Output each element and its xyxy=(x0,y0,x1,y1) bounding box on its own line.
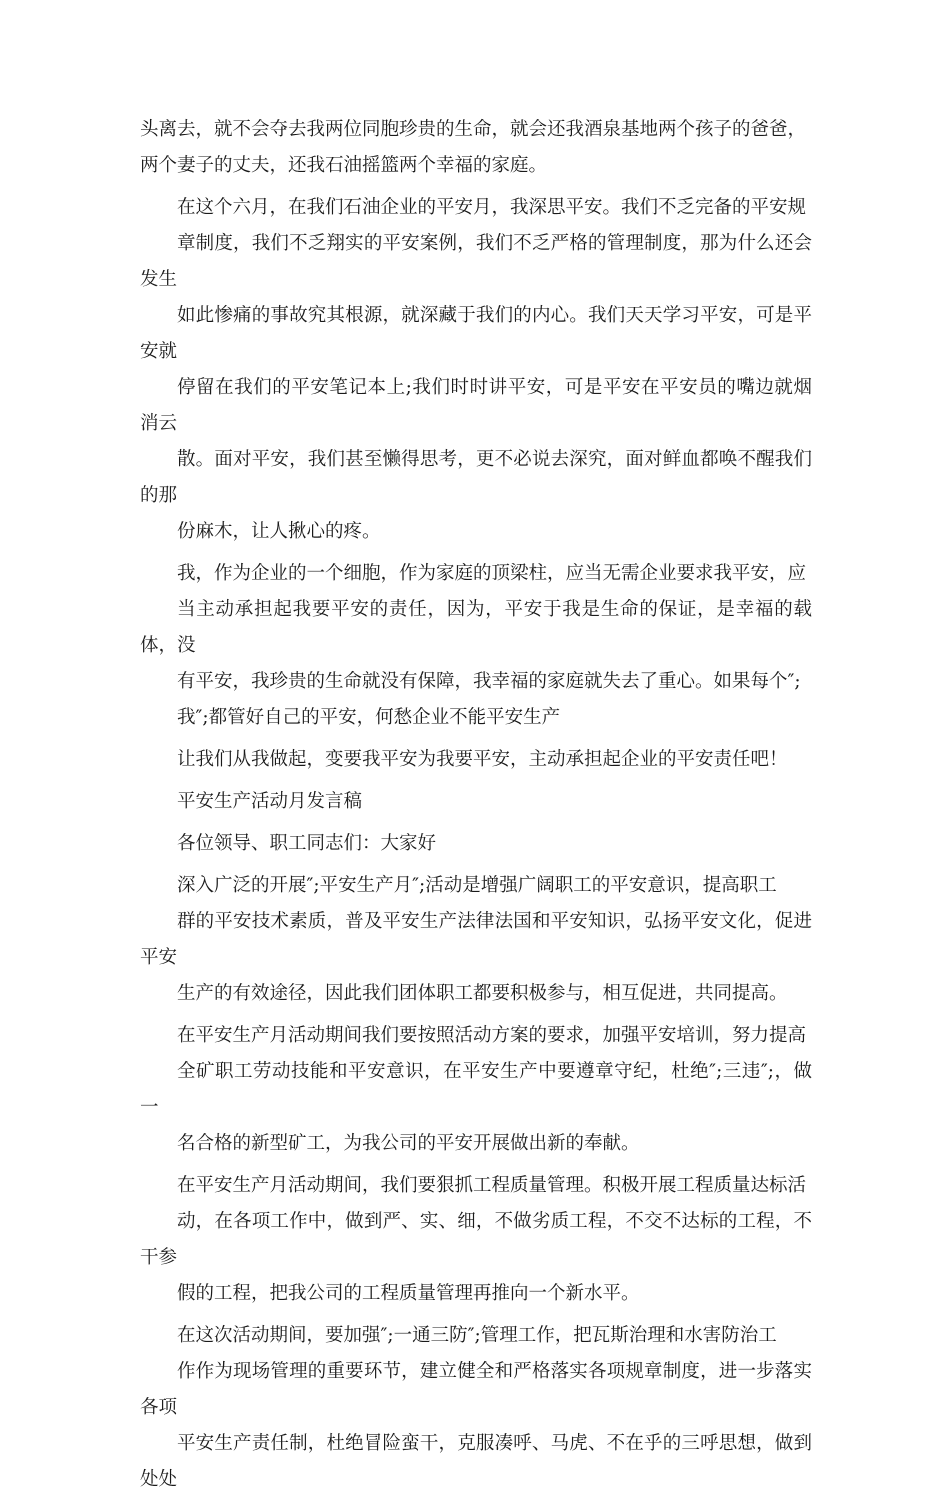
paragraph xyxy=(140,868,812,1012)
text-line: 头离去，就不会夺去我两位同胞珍贵的生命，就会还我酒泉基地两个孩子的爸爸， xyxy=(140,119,807,140)
text-line: 假的工程，把我公司的工程质量管理再推向一个新水平。 xyxy=(177,1283,640,1304)
paragraph xyxy=(140,190,812,550)
text-line: 在这次活动期间，要加强″;一通三防″;管理工作，把瓦斯治理和水害防治工 xyxy=(177,1325,777,1346)
paragraph xyxy=(140,784,812,820)
text-line: 当主动承担起我要平安的责任，因为，平安于我是生命的保证，是幸福的载体，没 xyxy=(140,599,812,656)
text-line: 我″;都管好自己的平安，何愁企业不能平安生产 xyxy=(177,707,561,728)
text-line: 停留在我们的平安笔记本上;我们时时讲平安，可是平安在平安员的嘴边就烟消云 xyxy=(140,377,812,434)
paragraph xyxy=(140,112,812,184)
text-line: 生产的有效途径，因此我们团体职工都要积极参与，相互促进，共同提高。 xyxy=(177,983,788,1004)
paragraph xyxy=(140,1018,812,1162)
text-line: 动，在各项工作中，做到严、实、细，不做劣质工程，不交不达标的工程，不干参 xyxy=(140,1211,812,1268)
text-line: 散。面对平安，我们甚至懒得思考，更不必说去深究，面对鲜血都唤不醒我们的那 xyxy=(140,449,812,506)
text-line: 在平安生产月活动期间，我们要狠抓工程质量管理。积极开展工程质量达标活 xyxy=(177,1175,807,1196)
paragraph xyxy=(140,1168,812,1312)
text-line: 我，作为企业的一个细胞，作为家庭的顶梁柱，应当无需企业要求我平安，应 xyxy=(177,563,807,584)
paragraph xyxy=(140,1318,812,1498)
text-line: 两个妻子的丈夫，还我石油摇篮两个幸福的家庭。 xyxy=(140,155,548,176)
text-line: 全矿职工劳动技能和平安意识，在平安生产中要遵章守纪，杜绝″;三违″;，做一 xyxy=(140,1061,812,1118)
document-body xyxy=(140,112,812,1504)
text-line: 作作为现场管理的重要环节，建立健全和严格落实各项规章制度，进一步落实各项 xyxy=(140,1361,812,1418)
paragraph xyxy=(140,742,812,778)
text-line: 名合格的新型矿工，为我公司的平安开展做出新的奉献。 xyxy=(177,1133,640,1154)
text-line: 有平安，我珍贵的生命就没有保障，我幸福的家庭就失去了重心。如果每个″; xyxy=(177,671,801,692)
text-line: 份麻木，让人揪心的疼。 xyxy=(177,521,381,542)
text-line: 章制度，我们不乏翔实的平安案例，我们不乏严格的管理制度，那为什么还会发生 xyxy=(140,233,812,290)
text-line: 让我们从我做起，变要我平安为我要平安，主动承担起企业的平安责任吧！ xyxy=(177,749,788,770)
text-line: 平安生产活动月发言稿 xyxy=(177,791,363,812)
paragraph xyxy=(140,556,812,736)
text-line: 深入广泛的开展″;平安生产月″;活动是增强广阔职工的平安意识，提高职工 xyxy=(177,875,777,896)
text-line: 各位领导、职工同志们：大家好 xyxy=(177,833,437,854)
text-line: 在平安生产月活动期间我们要按照活动方案的要求，加强平安培训，努力提高 xyxy=(177,1025,807,1046)
text-line: 平安生产责任制，杜绝冒险蛮干，克服凑呼、马虎、不在乎的三呼思想，做到处处 xyxy=(140,1433,812,1490)
paragraph xyxy=(140,826,812,862)
text-line: 如此惨痛的事故究其根源，就深藏于我们的内心。我们天天学习平安，可是平安就 xyxy=(140,305,812,362)
text-line: 在这个六月，在我们石油企业的平安月，我深思平安。我们不乏完备的平安规 xyxy=(177,197,807,218)
text-line: 群的平安技术素质，普及平安生产法律法国和平安知识，弘扬平安文化，促进平安 xyxy=(140,911,812,968)
